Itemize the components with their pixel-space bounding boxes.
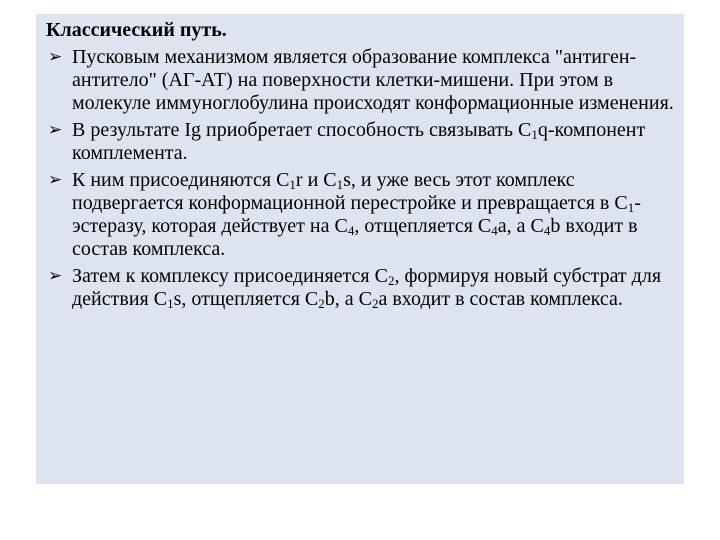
- subscript: 1: [336, 177, 344, 192]
- text-run: s, отщепляется C: [173, 288, 319, 310]
- bullet-text: [72, 46, 674, 114]
- text-run: s, и уже весь этот комплекс подвергается конформационной перестройке и превращается в C: [72, 169, 628, 214]
- bullet-text: [72, 119, 645, 164]
- text-run: , отщепляется C: [354, 215, 492, 237]
- text-run: Затем к комплексу присоединяется C: [72, 265, 388, 287]
- slide-content: [36, 14, 684, 484]
- slide-title: Классический путь.: [46, 19, 227, 41]
- bullet-item: [46, 46, 676, 115]
- text-run: b входит в состав комплекса.: [72, 215, 638, 260]
- bullet-item: [46, 169, 676, 261]
- bullet-item: [46, 265, 676, 311]
- arrow-bullet-icon: ➢: [48, 266, 63, 286]
- subscript: 2: [371, 296, 379, 311]
- subscript: 2: [318, 296, 325, 311]
- text-run: -эстеразу, которая действует на C: [72, 192, 641, 237]
- text-run: q-компонент комплемента.: [72, 119, 646, 164]
- text-run: К ним присоединяются C: [72, 169, 290, 191]
- arrow-bullet-icon: ➢: [48, 120, 63, 140]
- bullet-text: [72, 265, 661, 310]
- text-run: a, а C: [497, 215, 544, 237]
- subscript: 4: [491, 223, 498, 238]
- text-run: Пусковым механизмом является образование комплекса "антиген-антитело" (АГ-АТ) на поверхности клетки-мишени. При этом в молекуле иммуноглобулина происходят конформационные изменения.: [72, 46, 674, 114]
- text-run: , формируя новый субстрат для действия C: [72, 265, 662, 310]
- subscript: 1: [531, 127, 538, 142]
- bullet-text: [72, 169, 641, 260]
- subscript: 1: [627, 200, 635, 215]
- subscript: 4: [347, 223, 355, 238]
- text-run: r и C: [295, 169, 337, 191]
- subscript: 1: [167, 296, 174, 311]
- subscript: 1: [289, 177, 296, 192]
- text-run: b, а C: [324, 288, 372, 310]
- bullet-item: [46, 119, 676, 165]
- text-run: В результате Ig приобретает способность связывать C: [72, 119, 532, 141]
- arrow-bullet-icon: ➢: [48, 170, 63, 190]
- bullet-list: [46, 46, 676, 311]
- arrow-bullet-icon: ➢: [48, 47, 63, 67]
- text-run: a входит в состав комплекса.: [378, 288, 623, 310]
- subscript: 2: [387, 273, 395, 288]
- subscript: 4: [543, 223, 551, 238]
